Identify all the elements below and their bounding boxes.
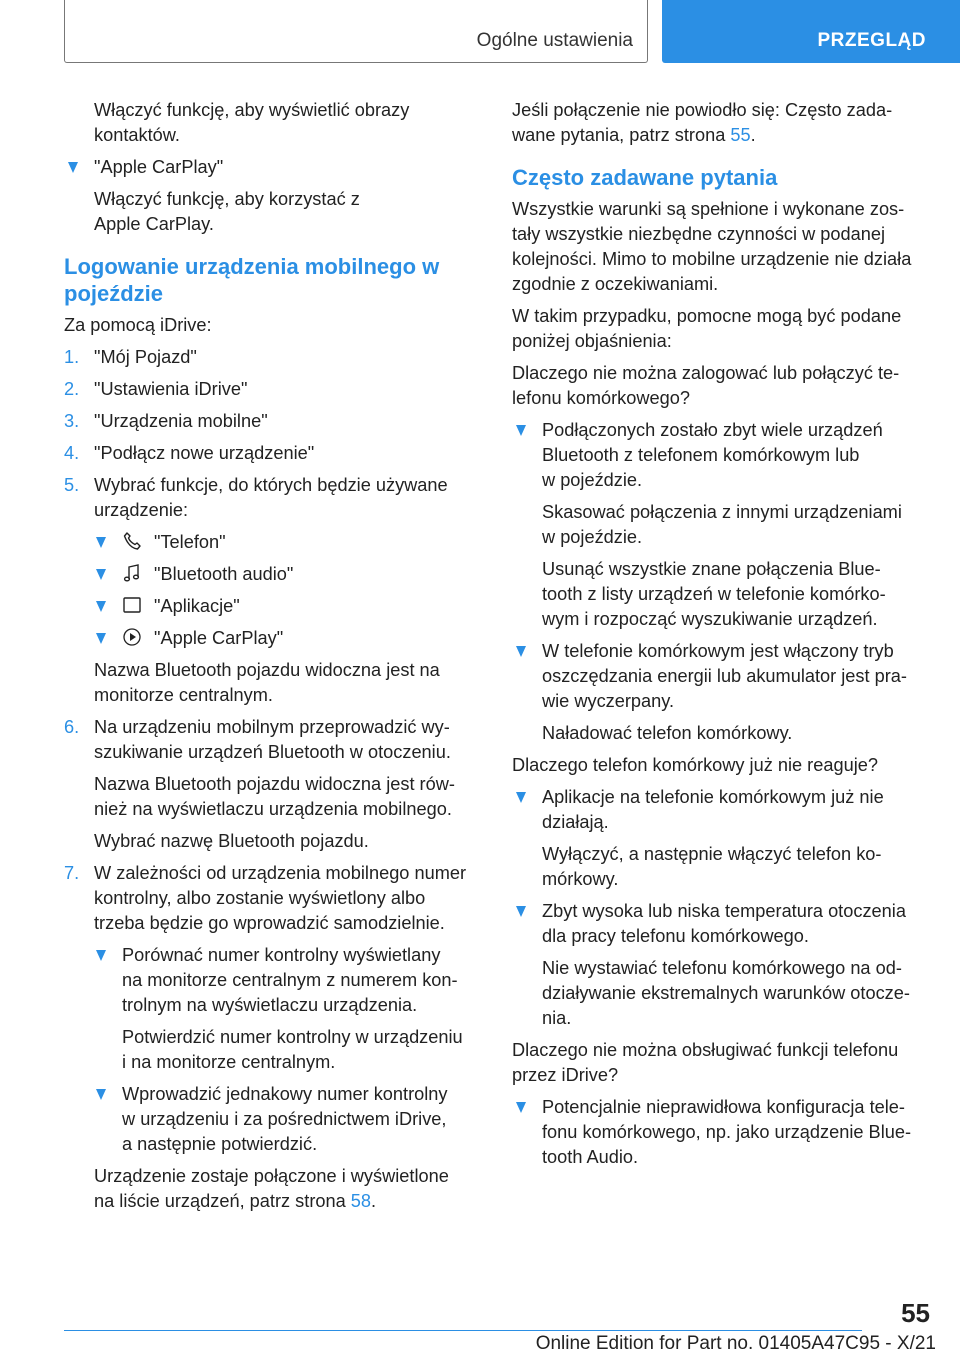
step6-select: Wybrać nazwę Bluetooth pojazdu. (94, 831, 369, 851)
page-link-55[interactable]: 55 (730, 125, 751, 145)
question-1: Dlaczego nie można zalogować lub połączyć te- lefonu komórkowego? (512, 363, 900, 408)
bullet-triangle-icon (96, 537, 106, 548)
play-circle-icon (122, 627, 142, 647)
bullet-triangle-icon (516, 646, 526, 657)
q1-item-1-note-2: Usunąć wszystkie znane połączenia Blue- tooth z listy urządzeń w telefonie komórko- wym i rozpocząć wyszukiwanie urządzeń. (542, 559, 886, 629)
music-note-icon (122, 563, 142, 583)
bullet-carplay: "Apple CarPlay" (64, 155, 484, 180)
q1-item-2-note: Naładować telefon komórkowy. (542, 723, 793, 743)
function-carplay: "Apple CarPlay" (64, 626, 484, 651)
lead-text: Za pomocą iDrive: (64, 315, 212, 335)
carplay-desc: Włączyć funkcję, aby korzystać z Apple CarPlay. (94, 189, 360, 234)
page-link-58[interactable]: 58 (350, 1191, 372, 1211)
right-intro: Jeśli połączenie nie powiodło się: Często zada- wane pytania, patrz strona 55. (512, 100, 893, 145)
question-2: Dlaczego telefon komórkowy już nie reaguje? (512, 755, 878, 775)
closing-paragraph: Urządzenie zostaje połączone i wyświetlone na liście urządzeń, patrz strona 58. (94, 1166, 449, 1211)
heading-faq: Często zadawane pytania (512, 165, 778, 190)
page-number: 55 (901, 1298, 930, 1328)
apps-icon (122, 595, 142, 615)
bullet-triangle-icon (516, 792, 526, 803)
q3-item-1: Potencjalnie nieprawidłowa konfiguracja tele- fonu komórkowego, np. jako urządzenie Blue- tooth Audio. (512, 1095, 930, 1170)
bullet-triangle-icon (516, 906, 526, 917)
function-phone: "Telefon" (64, 530, 484, 555)
bullet-triangle-icon (96, 569, 106, 580)
step-4: 4. "Podłącz nowe urządzenie" (64, 443, 315, 463)
right-column (512, 98, 930, 1177)
q1-item-1: Podłączonych zostało zbyt wiele urządzeń Bluetooth z telefonem komórkowym lub w pojeździe. (512, 418, 930, 493)
step5-note: Nazwa Bluetooth pojazdu widoczna jest na monitorze centralnym. (94, 660, 440, 705)
heading-login-device: Logowanie urządzenia mobilnego w pojeździe (64, 254, 440, 306)
bullet-triangle-icon (96, 950, 106, 961)
section-title: Ogólne ustawienia (476, 30, 633, 51)
faq-para1: Wszystkie warunki są spełnione i wykonane zos- tały wszystkie niezbędne czynności w podanej kolejności. Mimo to mobilne urządzenie nie działa zgodnie z oczekiwaniami. (512, 199, 912, 294)
footer-divider (64, 1330, 862, 1331)
left-column (64, 98, 484, 1221)
q2-item-2-note: Nie wystawiać telefonu komórkowego na od- działywanie ekstremalnych warunków otocze- nia. (542, 958, 910, 1028)
function-bluetooth-audio: "Bluetooth audio" (64, 562, 484, 587)
bullet-triangle-icon (96, 601, 106, 612)
q1-item-2: W telefonie komórkowym jest włączony tryb oszczędzania energii lub akumulator jest pra- wie wyczerpany. (512, 639, 930, 714)
bullet-triangle-icon (96, 633, 106, 644)
bullet-triangle-icon (516, 1102, 526, 1113)
q2-item-1: Aplikacje na telefonie komórkowym już nie działają. (512, 785, 930, 835)
bullet-triangle-icon (96, 1089, 106, 1100)
tab-overview-label: PRZEGLĄD (817, 30, 926, 51)
step-2: 2. "Ustawienia iDrive" (64, 379, 248, 399)
footer-edition: Online Edition for Part no. 01405A47C95 - X/21 (535, 1333, 936, 1354)
step7-confirm: Potwierdzić numer kontrolny w urządzeniu i na monitorze centralnym. (122, 1027, 463, 1072)
intro-paragraph: Włączyć funkcję, aby wyświetlić obrazy kontaktów. (94, 100, 410, 145)
step-5: 5. Wybrać funkcje, do których będzie używane urządzenie: (64, 475, 448, 520)
step-6: 6. Na urządzeniu mobilnym przeprowadzić wy- szukiwanie urządzeń Bluetooth w otoczeniu. (64, 717, 451, 762)
tab-overview[interactable] (662, 0, 960, 63)
faq-para2: W takim przypadku, pomocne mogą być podane poniżej objaśnienia: (512, 306, 902, 351)
step-7: 7. W zależności od urządzenia mobilnego numer kontrolny, albo zostanie wyświetlony albo trzeba będzie go wprowadzić samodzielnie. (64, 863, 467, 933)
bullet-triangle-icon (68, 162, 78, 173)
q2-item-2: Zbyt wysoka lub niska temperatura otoczenia dla pracy telefonu komórkowego. (512, 899, 930, 949)
phone-icon (122, 531, 142, 551)
bullet-triangle-icon (516, 425, 526, 436)
step-1: 1. "Mój Pojazd" (64, 347, 197, 367)
step7-compare: Porównać numer kontrolny wyświetlany na monitorze centralnym z numerem kon- trolnym na wyświetlaczu urządzenia. (64, 943, 484, 1018)
step-3: 3. "Urządzenia mobilne" (64, 411, 268, 431)
function-apps: "Aplikacje" (64, 594, 484, 619)
header-box (64, 0, 648, 63)
step6-note: Nazwa Bluetooth pojazdu widoczna jest rów- nież na wyświetlaczu urządzenia mobilnego. (94, 774, 455, 819)
step7-enter: Wprowadzić jednakowy numer kontrolny w urządzeniu i za pośrednictwem iDrive, a następnie potwierdzić. (64, 1082, 484, 1157)
q1-item-1-note-1: Skasować połączenia z innymi urządzeniami w pojeździe. (542, 502, 902, 547)
question-3: Dlaczego nie można obsługiwać funkcji telefonu przez iDrive? (512, 1040, 899, 1085)
q2-item-1-note: Wyłączyć, a następnie włączyć telefon ko- mórkowy. (542, 844, 882, 889)
